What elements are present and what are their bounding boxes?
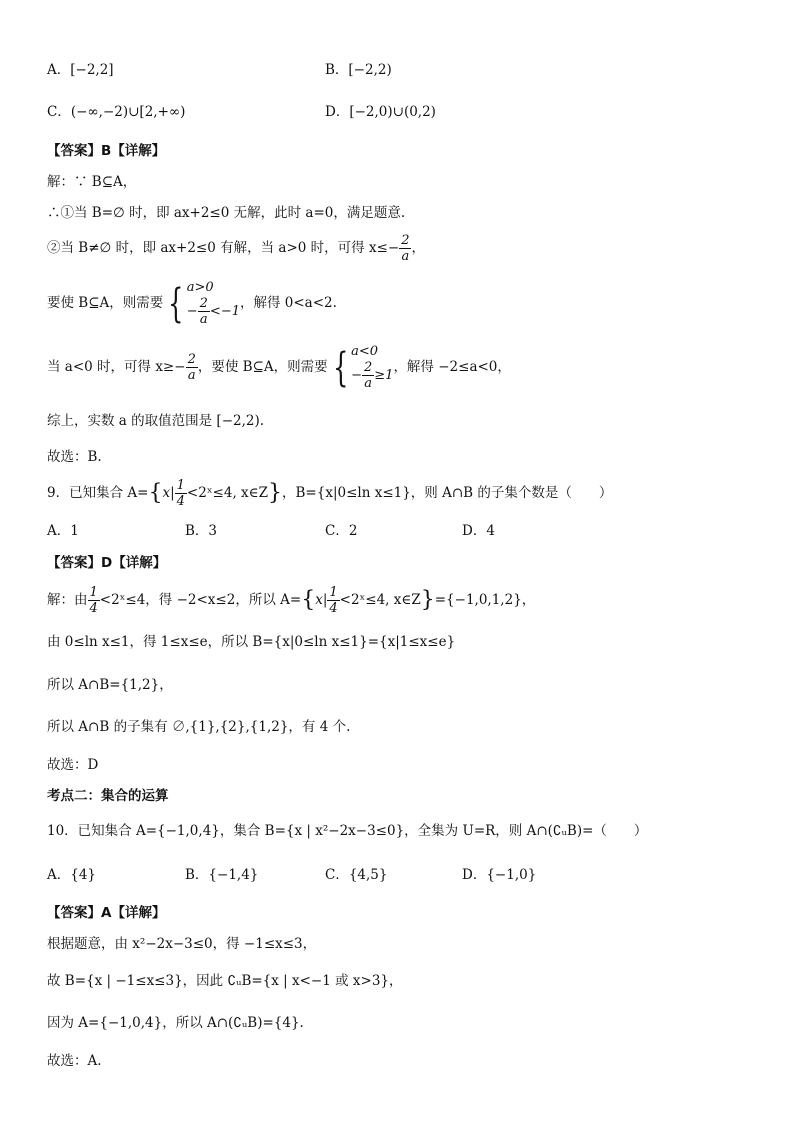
frac-den: 4 <box>176 494 185 509</box>
q8-l4-post: ，解得 0<a<2. <box>239 295 337 311</box>
set-var: x <box>162 485 171 501</box>
q8-option-d: D．[−2,0)∪(0,2) <box>325 104 436 120</box>
set-bar: | <box>322 592 328 608</box>
q10-stem: 10．已知集合 A={−1,0,4}，集合 B={x | x²−2x−3≤0}，全集为 U=R，则 A∩(∁ᵤB)=（ ） <box>47 823 648 839</box>
left-brace-icon: { <box>301 587 316 613</box>
q10-solution-line-4: 故选：A. <box>47 1053 102 1069</box>
set-condition: <2ˣ≤4, x∈Z <box>186 485 269 501</box>
q9-s1-mid: <2ˣ≤4，得 −2<x≤2，所以 A= <box>99 592 302 608</box>
system-row-2 <box>351 360 393 391</box>
left-brace-icon: { <box>332 344 348 391</box>
q9-solution-line-5: 故选：D <box>47 757 99 773</box>
q8-solution-line-5 <box>47 340 511 394</box>
row-post: <−1 <box>209 304 240 319</box>
q8-l5-fraction <box>186 352 198 383</box>
left-brace-icon: { <box>148 480 163 506</box>
q8-solution-line-1: 解：∵ B⊆A， <box>47 174 137 190</box>
q9-option-c: C．2 <box>325 523 358 539</box>
q9-solution-line-2: 由 0≤ln x≤1，得 1≤x≤e，所以 B={x|0≤ln x≤1}={x|1≤x≤e} <box>47 634 456 650</box>
q9-answer-label: 【答案】D【详解】 <box>47 555 167 571</box>
q8-l4-system <box>163 280 240 327</box>
frac-num: 1 <box>89 585 98 600</box>
q8-option-b: B．[−2,2) <box>325 62 392 78</box>
q9-stem <box>47 472 612 515</box>
frac-num: 1 <box>329 585 338 600</box>
q8-l5-mid: ，要使 B⊆A，则需要 <box>197 359 328 375</box>
q9-option-b: B．3 <box>185 523 218 539</box>
set-condition: <2ˣ≤4, x∈Z <box>339 592 421 608</box>
q8-l3-post: ， <box>411 240 425 256</box>
q8-l4-pre: 要使 B⊆A，则需要 <box>47 295 164 311</box>
q9-s1-post: ={−1,0,1,2}， <box>434 592 536 608</box>
q10-option-d: D．{−1,0} <box>462 867 537 883</box>
frac-den: a <box>187 368 196 383</box>
system-row-1: a<0 <box>351 344 378 359</box>
frac-num: 2 <box>187 352 196 367</box>
frac-den: a <box>199 312 208 327</box>
q10-solution-line-3: 因为 A={−1,0,4}，所以 A∩(∁ᵤB)={4}. <box>47 1015 304 1031</box>
q8-option-c: C．(−∞,−2)∪[2,+∞) <box>47 104 186 120</box>
q10-solution-line-1: 根据题意，由 x²−2x−3≤0，得 −1≤x≤3， <box>47 936 317 952</box>
q8-solution-line-3 <box>47 230 425 266</box>
q9-s1-pre: 解：由 <box>47 592 88 608</box>
q10-answer-label: 【答案】A【详解】 <box>47 905 166 921</box>
q9-stem-post: ，B={x|0≤ln x≤1}，则 A∩B 的子集个数是（ ） <box>282 485 613 501</box>
set-var: x <box>315 592 323 608</box>
frac-den: a <box>364 376 372 391</box>
q9-stem-pre: 9．已知集合 A= <box>47 485 149 501</box>
q8-solution-line-4 <box>47 276 337 330</box>
set-bar: | <box>170 485 175 501</box>
q10-option-a: A．{4} <box>47 867 97 883</box>
row-pre: − <box>186 304 198 319</box>
q8-solution-line-7: 故选：B. <box>47 449 102 465</box>
q9-solution-line-3: 所以 A∩B={1,2}， <box>47 677 173 693</box>
right-brace-icon: } <box>268 480 283 506</box>
q8-option-a: A．[−2,2] <box>47 62 114 78</box>
q8-l3-fraction <box>399 233 411 264</box>
q8-l5-pre: 当 a<0 时，可得 x≥− <box>47 359 186 375</box>
frac-den: 4 <box>89 601 98 616</box>
q8-solution-line-6: 综上，实数 a 的取值范围是 [−2,2). <box>47 413 265 429</box>
q8-l3-pre: ②当 B≠∅ 时，即 ax+2≤0 有解，当 a>0 时，可得 x≤− <box>47 240 400 256</box>
frac-den: 4 <box>329 601 338 616</box>
frac-num: 2 <box>363 360 373 375</box>
row-post: ≥1 <box>374 368 394 383</box>
frac-den: a <box>401 249 410 264</box>
system-row-1: a>0 <box>186 280 214 295</box>
left-brace-icon: { <box>168 280 184 327</box>
system-row-2 <box>187 296 240 327</box>
frac-num: 2 <box>401 233 410 248</box>
q9-option-d: D．4 <box>462 523 495 539</box>
q10-solution-line-2: 故 B={x | −1≤x≤3}，因此 ∁ᵤB={x | x<−1 或 x>3}， <box>47 973 403 989</box>
section-title: 考点二：集合的运算 <box>47 788 169 804</box>
frac-num: 2 <box>199 296 208 311</box>
q9-solution-line-4: 所以 A∩B 的子集有 ∅,{1},{2},{1,2}，有 4 个. <box>47 719 351 735</box>
q8-solution-line-2: ∴①当 B=∅ 时，即 ax+2≤0 无解，此时 a=0，满足题意. <box>47 205 406 221</box>
q9-solution-line-1 <box>47 580 535 621</box>
q8-l5-system <box>328 344 394 391</box>
q8-l5-post: ，解得 −2≤a<0， <box>393 359 511 375</box>
right-brace-icon: } <box>420 587 435 613</box>
q8-answer-label: 【答案】B【详解】 <box>47 143 166 159</box>
q10-option-c: C．{4,5} <box>325 867 388 883</box>
q9-option-a: A．1 <box>47 523 79 539</box>
q10-option-b: B．{−1,4} <box>185 867 259 883</box>
frac-num: 1 <box>176 478 185 493</box>
row-pre: − <box>351 368 362 383</box>
